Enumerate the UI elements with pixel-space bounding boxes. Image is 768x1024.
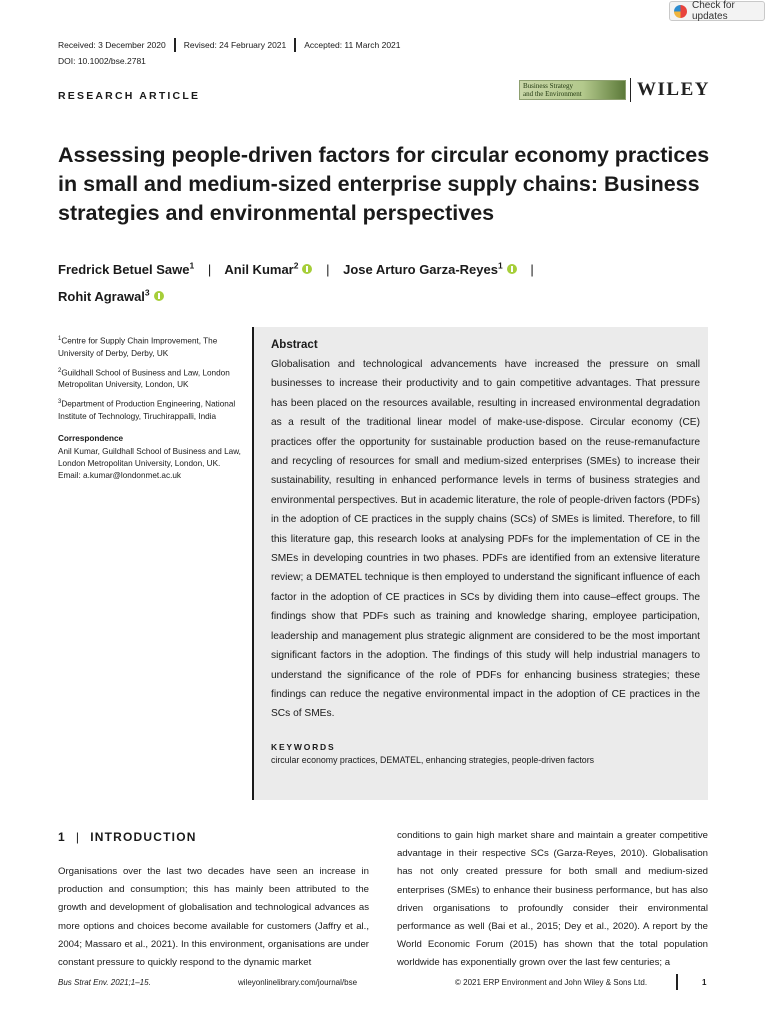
affiliations <box>58 333 246 482</box>
author[interactable]: Fredrick Betuel Sawe$^1$ <box>58 261 195 278</box>
article-title: Assessing people-driven factors for circular economy practices in small and medium-sized enterprise supply chains: Business strategies and environmental perspectives <box>58 143 710 225</box>
journal-logo <box>519 80 626 100</box>
crossmark-icon <box>674 5 687 18</box>
journal-logo-line: and the Environment <box>523 90 582 98</box>
footer-journal: Bus Strat Env. 2021;1–15. <box>58 978 151 987</box>
keywords-list: circular economy practices, DEMATEL, enhancing strategies, people-driven factors <box>271 754 595 765</box>
footer-copyright: © 2021 ERP Environment and John Wiley & Sons Ltd. <box>455 978 648 987</box>
section-heading <box>58 830 197 844</box>
accepted-date: Accepted: 11 March 2021 <box>304 40 401 50</box>
publisher-logo: WILEY <box>637 79 710 100</box>
affiliation: $^3$Department of Production Engineering, National Institute of Technology, Tiruchirappalli, India <box>58 399 236 422</box>
article-dates <box>58 38 401 52</box>
page-number: 1 <box>702 978 707 987</box>
author[interactable]: Jose Arturo Garza-Reyes$^1$ <box>343 262 517 277</box>
abstract-box <box>252 327 708 800</box>
author-separator: | <box>326 262 330 278</box>
journal-logo-line: Business Strategy <box>523 82 573 90</box>
check-for-updates-label: Check for updates <box>692 0 735 22</box>
orcid-icon[interactable] <box>302 264 312 274</box>
orcid-icon[interactable] <box>507 264 517 274</box>
keywords-heading: KEYWORDS <box>271 741 336 752</box>
section-number: 1 <box>58 830 66 844</box>
body-text-right: conditions to gain high market share and maintain a greater competitive advantage in their respective SCs (Garza-Reyes, 2010). Globalisation has not only created pressure for both small and medium-sized enterprises (SMEs) to enhance their business performance, but has also driven organisations to profoundly consider their environmental performance as well (Bai et al., 2015; Dey et al., 2020). A report by the World Economic Forum (2015) has shown that the total population worldwide has exponentially grown over the last few centuries; a <box>397 830 708 969</box>
footer-divider <box>676 974 678 990</box>
footer-url[interactable]: wileyonlinelibrary.com/journal/bse <box>238 978 358 987</box>
check-for-updates-button[interactable] <box>669 1 765 21</box>
abstract-heading: Abstract <box>271 339 318 351</box>
body-text-left: Organisations over the last two decades have seen an increase in production and consumption; this has mainly been attributed to the growth and development of globalisation and technological advances as more options and choices become available for customers (Jaffry et al., 2004; Massaro et al., 2021). In this environment, organisations are under constant pressure to quickly respond to the dynamic market <box>58 866 369 969</box>
author-separator: | <box>207 262 212 278</box>
author[interactable]: Anil Kumar$^2$ <box>224 262 312 277</box>
correspondence-heading: Correspondence <box>58 434 124 444</box>
revised-date: Revised: 24 February 2021 <box>183 40 287 50</box>
logo-divider <box>630 78 631 102</box>
affiliation: $^1$Centre for Supply Chain Improvement, The University of Derby, Derby, UK <box>58 336 218 358</box>
doi[interactable]: DOI: 10.1002/bse.2781 <box>58 56 146 66</box>
author[interactable]: Rohit Agrawal$^3$ <box>58 289 164 304</box>
section-separator: | <box>75 830 81 844</box>
section-title: INTRODUCTION <box>90 830 197 844</box>
correspondence-text: Anil Kumar, Guildhall School of Business and Law, London Metropolitan University, London, UK. Email: a.kumar@londonmet.ac.uk <box>58 447 241 481</box>
orcid-icon[interactable] <box>154 291 164 301</box>
date-divider <box>174 38 176 52</box>
affiliation: $^2$Guildhall School of Business and Law, London Metropolitan University, London, UK <box>58 367 230 390</box>
correspondence-email[interactable]: Email: a.kumar@londonmet.ac.uk <box>58 471 181 481</box>
article-type: RESEARCH ARTICLE <box>58 90 201 102</box>
received-date: Received: 3 December 2020 <box>58 40 166 50</box>
author-separator: | <box>530 262 534 278</box>
abstract-text: Globalisation and technological advancements have increased the pressure on small businesses to increase their productivity and to gain competitive advantages. That pressure has been placed on the resources available, resulting in increased environmental degradation as a result of the traditional linear model of make-use-dispose. Circular economy (CE) practices offer the opportunity for sustainable production based on the reuse-remanufacture and recycling of resources for small and medium-sized enterprises (SMEs) to increase their sustainability, resulting in enhanced performance levels in terms of business strategies and environmental perspectives. But in academic literature, the role of people-driven factors (PDFs) in the adoption of CE practices in the supply chains (SCs) of SMEs is limited. Therefore, to fill this literature gap, this research looks at analysing PDFs for the implementation of CE in the SMEs in developing countries in two phases. PDFs are identified from an extensive literature review; a DEMATEL technique is then employed to understand the significant influence of each factor in the adoption of CE practices in SCs by dividing them into cause–effect groups. The findings show that PDFs such as training and knowledge sharing, employee participation, leadership and management plus strategic alignment are considered to be the most important significant factors in the adoption. The findings of this study will help industrial managers to understand the significance of the role of PDFs for enhancing business strategies; these findings can reduce the negative environmental impact in the adoption of CE practices in the SCs of SMEs. <box>271 359 700 720</box>
date-divider <box>294 38 296 52</box>
author-list <box>58 255 708 308</box>
